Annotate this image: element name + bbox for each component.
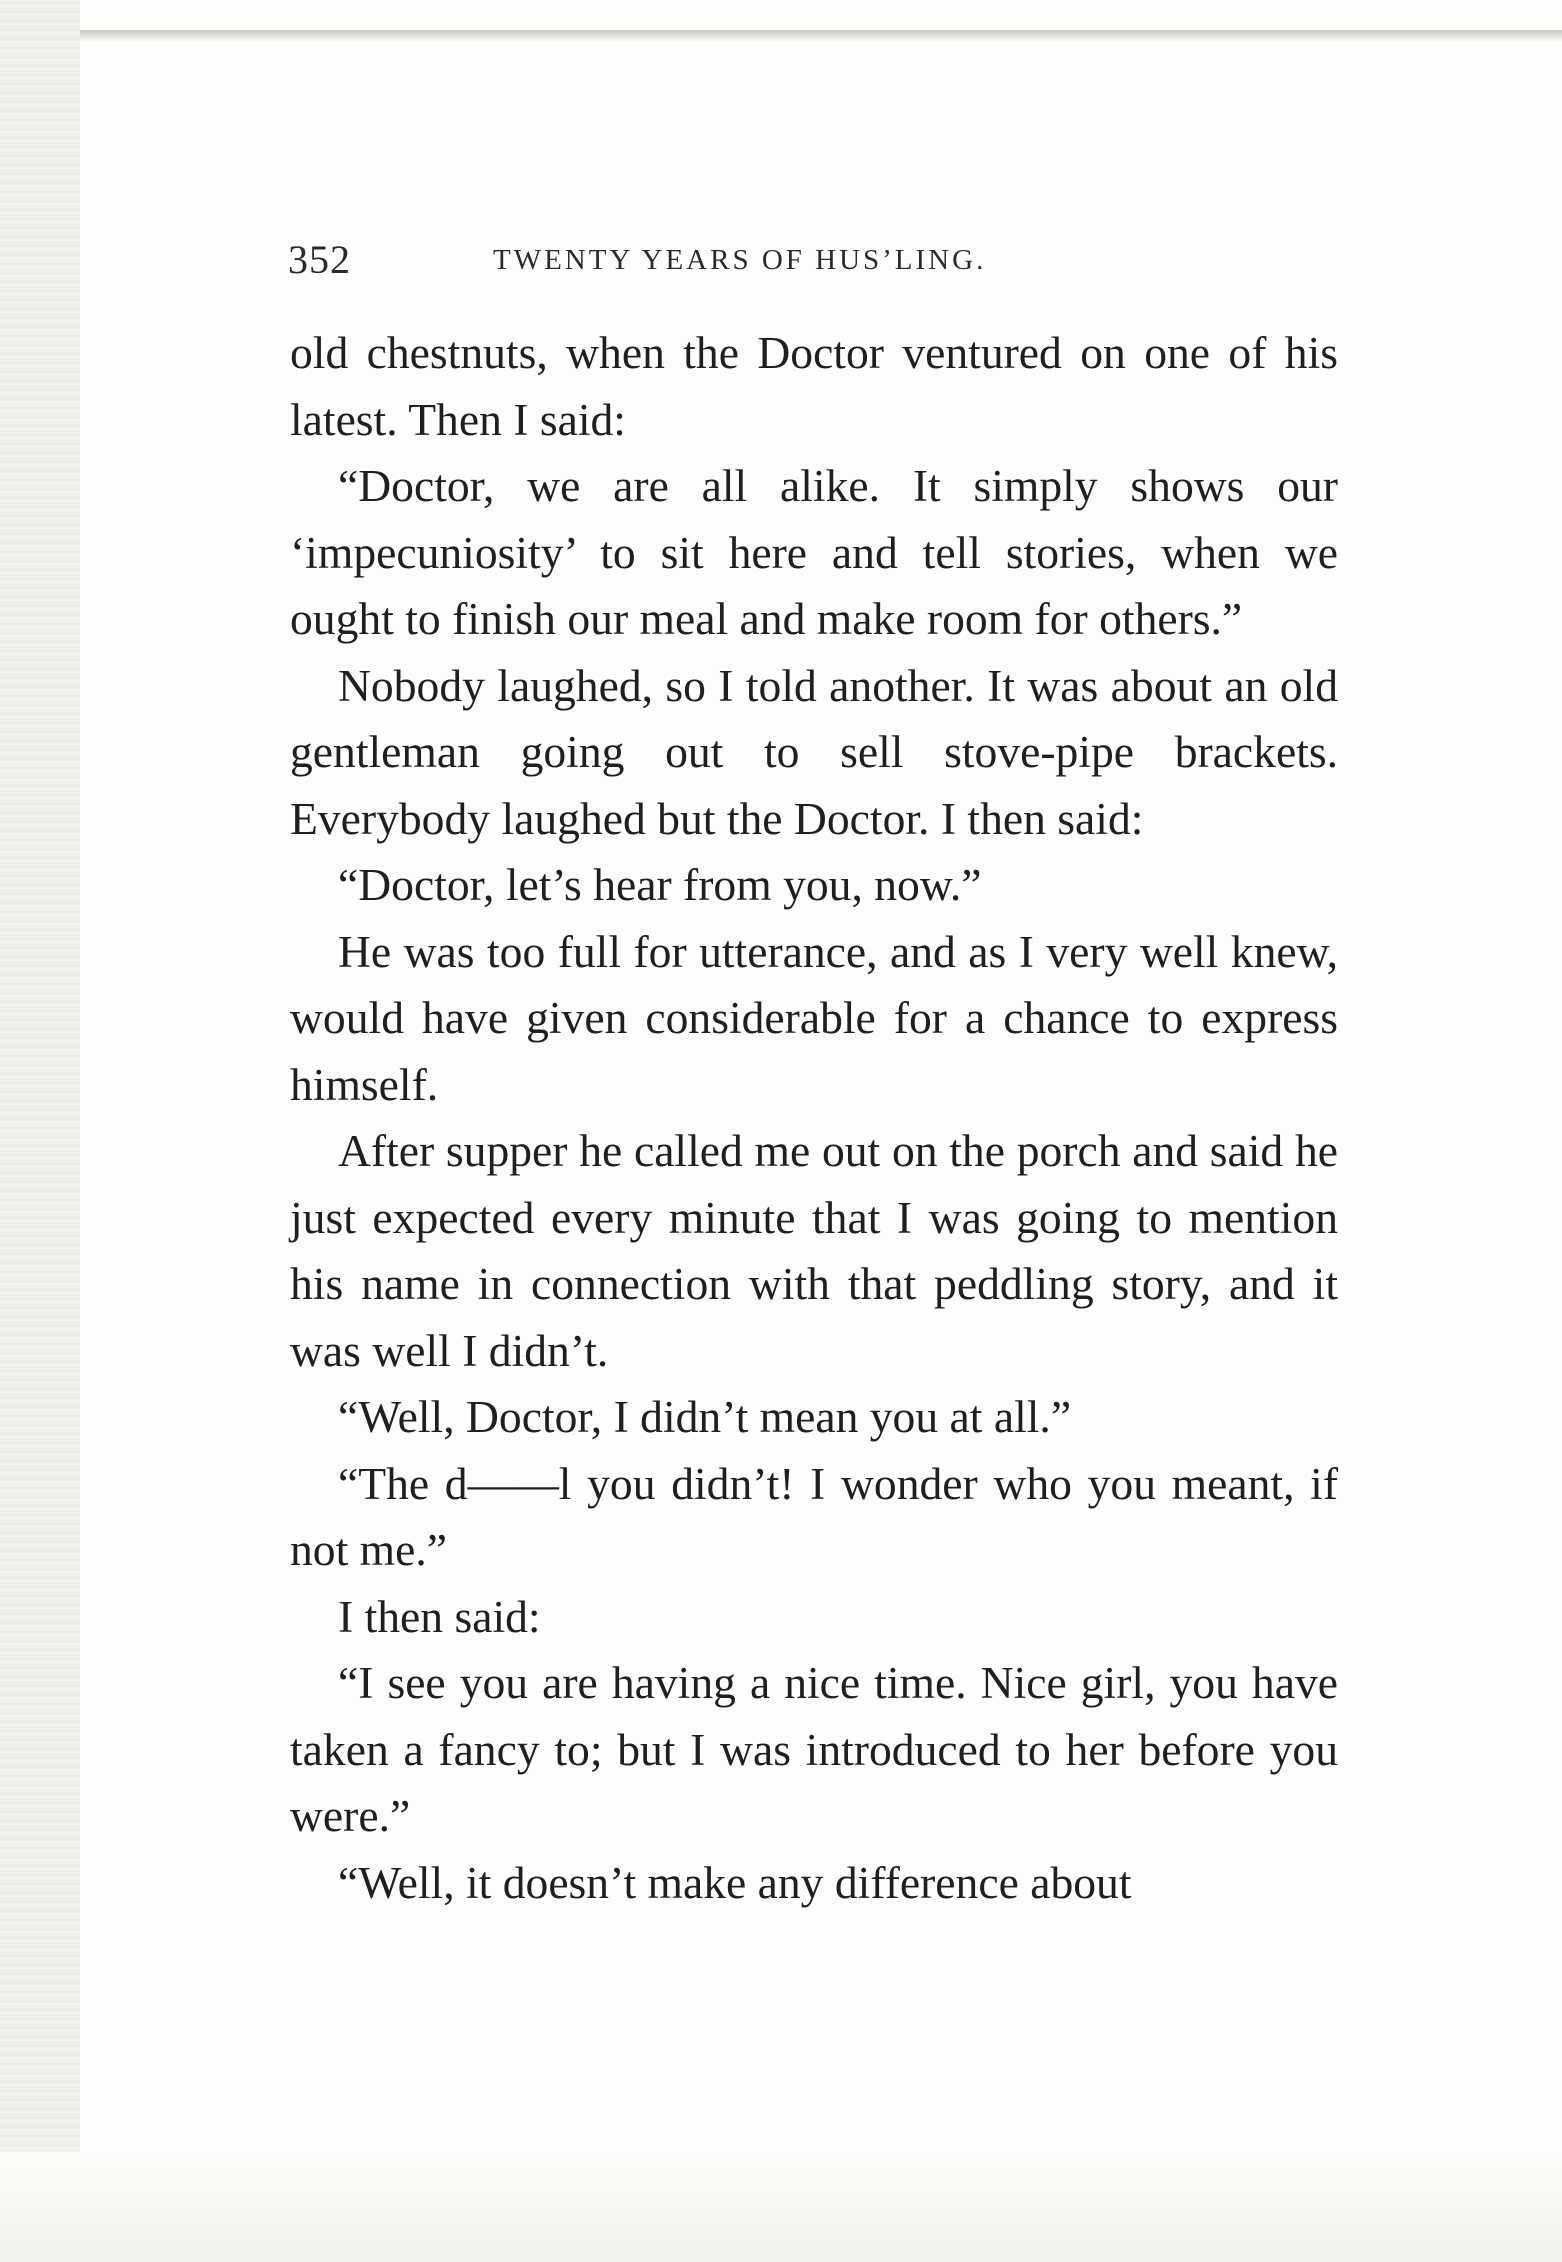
running-title: TWENTY YEARS OF HUS’LING. bbox=[493, 244, 987, 276]
paragraph: old chestnuts, when the Doctor ventured on one of his latest. Then I said: bbox=[290, 327, 1338, 445]
paragraph: “Well, it doesn’t make any difference about bbox=[338, 1856, 1132, 1908]
paragraph: I then said: bbox=[338, 1590, 541, 1642]
running-header bbox=[288, 232, 1338, 282]
paragraph: “Doctor, let’s hear from you, now.” bbox=[338, 859, 982, 910]
scan-shadow-top bbox=[80, 30, 1562, 42]
scan-shadow-bottom bbox=[0, 2152, 1562, 2262]
paragraph: “Well, Doctor, I didn’t mean you at all.” bbox=[338, 1391, 1072, 1442]
paragraph: “I see you are having a nice time. Nice girl, you have taken a fancy to; but I was introduced to her before you were.” bbox=[290, 1657, 1338, 1841]
body-text bbox=[290, 320, 1338, 1916]
paragraph: “Doctor, we are all alike. It simply shows our ‘impecuniosity’ to sit here and tell stories, when we ought to finish our meal and make room for others.” bbox=[290, 460, 1338, 644]
scan-shadow-left bbox=[0, 0, 80, 2262]
page-number: 352 bbox=[288, 237, 351, 282]
paragraph: He was too full for utterance, and as I very well knew, would have given considerable for a chance to express himself. bbox=[290, 925, 1338, 1110]
paragraph: Nobody laughed, so I told another. It was about an old gentleman going out to sell stove-pipe brackets. Everybody laughed but the Doctor. I then said: bbox=[290, 659, 1338, 844]
paragraph: After supper he called me out on the porch and said he just expected every minute that I was going to mention his name in connection with that peddling story, and it was well I didn’t. bbox=[290, 1125, 1338, 1376]
paragraph: “The d——l you didn’t! I wonder who you meant, if not me.” bbox=[290, 1457, 1338, 1575]
